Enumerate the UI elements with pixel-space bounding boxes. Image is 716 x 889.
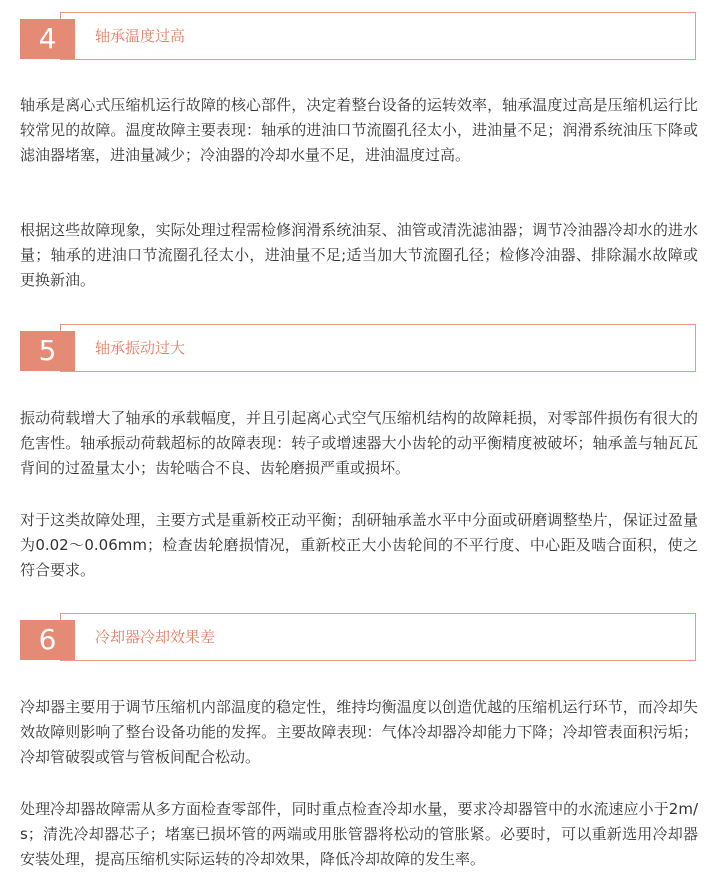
- paragraph: 冷却器主要用于调节压缩机内部温度的稳定性，维持均衡温度以创造优越的压缩机运行环节，而冷却失效故障则影响了整台设备功能的发挥。主要故障表现：气体冷却器冷却能力下降；冷却管表面积污垢；冷却管破裂或管与管板间配合松动。: [20, 698, 698, 766]
- section-number-badge: 5: [20, 331, 75, 371]
- section-title: 轴承温度过高: [95, 27, 186, 45]
- section-title: 轴承振动过大: [95, 339, 186, 357]
- paragraph: 对于这类故障处理，主要方式是重新校正动平衡；刮研轴承盖水平中分面或研磨调整垫片，保证过盈量为0.02～0.06mm；检查齿轮磨损情况，重新校正大小齿轮间的不平行度、中心距及啮合面积，使之符合要求。: [20, 511, 698, 579]
- section-number-badge: 4: [20, 19, 75, 59]
- paragraph: 处理冷却器故障需从多方面检查零部件，同时重点检查冷却水量，要求冷却器管中的水流速应小于2m/s；清洗冷却器芯子；堵塞已损坏管的两端或用胀管器将松动的管胀紧。必要时，可以重新选用冷却器安装处理，提高压缩机实际运转的冷却效果，降低冷却故障的发生率。: [20, 800, 698, 868]
- paragraph: 根据这些故障现象，实际处理过程需检修润滑系统油泵、油管或清洗滤油器；调节冷油器冷却水的进水量；轴承的进油口节流圈孔径太小，进油量不足;适当加大节流圈孔径；检修冷油器、排除漏水故障或更换新油。: [20, 221, 698, 289]
- section-number-badge: 6: [20, 620, 75, 660]
- section-header-5: [20, 324, 696, 372]
- section-header-6: [20, 613, 696, 661]
- section-title: 冷却器冷却效果差: [95, 628, 216, 646]
- paragraph: 轴承是离心式压缩机运行故障的核心部件，决定着整台设备的运转效率，轴承温度过高是压缩机运行比较常见的故障。温度故障主要表现：轴承的进油口节流圈孔径太小，进油量不足；润滑系统油压下降或滤油器堵塞，进油量减少；冷油器的冷却水量不足，进油温度过高。: [20, 96, 698, 164]
- paragraph: 振动荷载增大了轴承的承载幅度，并且引起离心式空气压缩机结构的故障耗损，对零部件损伤有很大的危害性。轴承振动荷载超标的故障表现：转子或增速器大小齿轮的动平衡精度被破坏；轴承盖与轴瓦瓦背间的过盈量太小；齿轮啮合不良、齿轮磨损严重或损坏。: [20, 409, 698, 477]
- section-header-4: [20, 12, 696, 60]
